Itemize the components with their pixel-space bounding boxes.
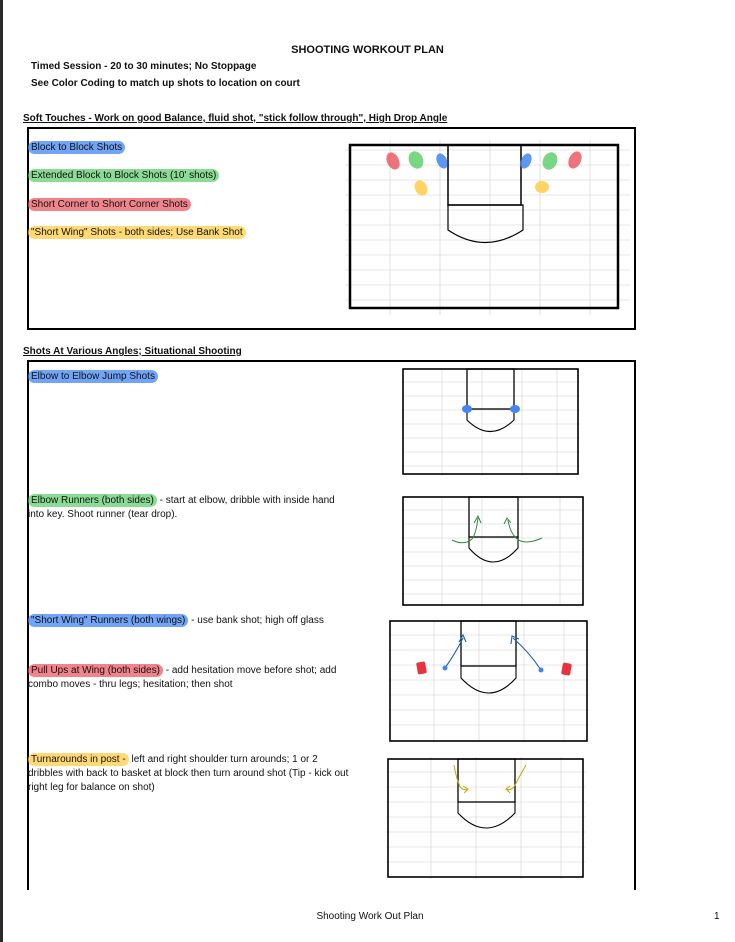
court-diagram-wing-shots [389, 620, 589, 742]
session-note: Timed Session - 20 to 30 minutes; No Stoppage [31, 61, 257, 72]
drill-short-corner: Short Corner to Short Corner Shots [28, 198, 191, 212]
drill-elbow-runners: Elbow Runners (both sides) - start at elbow, dribble with inside hand into key. Shoot runner (tear drop). [28, 495, 335, 520]
page-number: 1 [714, 911, 720, 922]
drill-elbow-to-elbow: Elbow to Elbow Jump Shots [28, 370, 328, 384]
drill-pull-ups-wing: Pull Ups at Wing (both sides) - add hesitation move before shot; add combo moves - thru legs; hesitation; then shot [28, 665, 337, 690]
drill-extended-block: Extended Block to Block Shots (10' shots) [28, 169, 219, 183]
page-left-edge [0, 0, 3, 942]
drill-short-wing: "Short Wing" Shots - both sides; Use Bank Shot [28, 226, 246, 240]
drill-turnarounds-post: Turnarounds in post - left and right shoulder turn arounds; 1 or 2 dribbles with back to basket at block then turn around shot (Tip - kick out right leg for balance on shot) [28, 754, 349, 793]
drill-block-to-block: Block to Block Shots [28, 141, 125, 155]
color-coding-note: See Color Coding to match up shots to location on court [31, 78, 300, 89]
drill-short-wing-runners: "Short Wing" Runners (both wings) - use bank shot; high off glass [28, 614, 358, 628]
court-diagram-soft-touches [345, 140, 630, 315]
court-diagram-elbow-jumpers [402, 368, 580, 476]
section-1-heading: Soft Touches - Work on good Balance, fluid shot, "stick follow through", High Drop Angle [23, 113, 448, 124]
court-diagram-turnarounds [386, 757, 586, 879]
court-diagram-elbow-runners [402, 496, 584, 606]
footer-title: Shooting Work Out Plan [316, 911, 424, 922]
section-2-heading: Shots At Various Angles; Situational Shooting [23, 346, 242, 357]
page-title: SHOOTING WORKOUT PLAN [291, 44, 444, 56]
